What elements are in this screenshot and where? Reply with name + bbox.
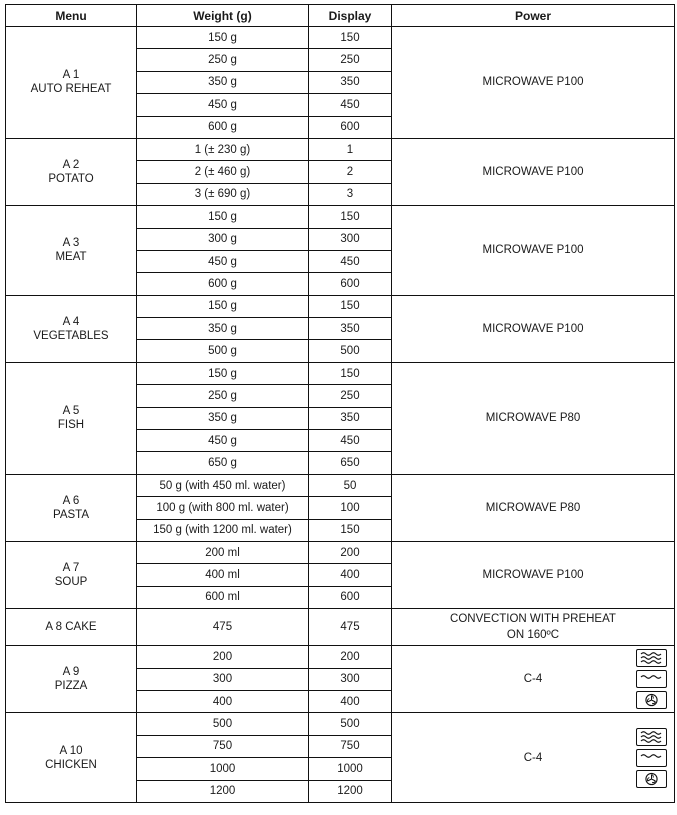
display-cell: 1000: [309, 758, 392, 780]
menu-cell: [6, 295, 137, 362]
program-name: PIZZA: [54, 680, 88, 693]
display-cell: 450: [309, 250, 392, 272]
weight-cell: 650 g: [137, 452, 309, 474]
weight-cell: 1000: [137, 758, 309, 780]
display-cell: 300: [309, 228, 392, 250]
menu-cell: [6, 206, 137, 296]
program-name: SOUP: [54, 576, 88, 589]
header-display: Display: [309, 5, 392, 27]
menu-cell: [6, 646, 137, 713]
weight-cell: 300: [137, 668, 309, 690]
menu-cell: [6, 713, 137, 803]
display-cell: 750: [309, 735, 392, 757]
display-cell: 350: [309, 71, 392, 93]
power-setting: MICROWAVE P100: [482, 76, 584, 89]
weight-cell: 150 g: [137, 27, 309, 49]
power-setting: C-4: [523, 673, 543, 686]
weight-cell: 500 g: [137, 340, 309, 362]
display-cell: 150: [309, 519, 392, 541]
weight-cell: 250 g: [137, 49, 309, 71]
top-heat-icon: [636, 749, 667, 767]
header-menu: Menu: [6, 5, 137, 27]
power-cell: [392, 295, 675, 362]
weight-cell: 150 g: [137, 206, 309, 228]
weight-cell: 150 g: [137, 295, 309, 317]
program-name: FISH: [57, 419, 85, 432]
table-row: [6, 362, 675, 384]
display-cell: 600: [309, 116, 392, 138]
power-cell: [392, 27, 675, 139]
power-cell: [392, 646, 675, 713]
power-cell: [392, 474, 675, 541]
program-code: A 9: [62, 666, 80, 679]
program-code: A 7: [62, 562, 80, 575]
power-setting: C-4: [523, 751, 543, 764]
weight-cell: 300 g: [137, 228, 309, 250]
menu-cell: [6, 362, 137, 474]
program-name: AUTO REHEAT: [30, 83, 112, 96]
display-cell: 200: [309, 646, 392, 668]
weight-cell: 200 ml: [137, 541, 309, 563]
display-cell: 1200: [309, 780, 392, 802]
weight-cell: 450 g: [137, 430, 309, 452]
program-code: A 1: [62, 69, 80, 82]
weight-cell: 3 (± 690 g): [137, 183, 309, 205]
program-name: CHICKEN: [45, 758, 97, 771]
display-cell: 450: [309, 430, 392, 452]
display-cell: 600: [309, 586, 392, 608]
table-row: [6, 206, 675, 228]
weight-cell: 1 (± 230 g): [137, 138, 309, 160]
power-cell: [392, 541, 675, 608]
cooking-mode-icons: [636, 649, 667, 709]
weight-cell: 250 g: [137, 385, 309, 407]
display-cell: 500: [309, 340, 392, 362]
table-row: [6, 541, 675, 563]
power-setting: MICROWAVE P80: [485, 412, 581, 425]
table-row: [6, 27, 675, 49]
menu-cell: [6, 138, 137, 205]
weight-cell: 450 g: [137, 250, 309, 272]
weight-cell: 150 g (with 1200 ml. water): [137, 519, 309, 541]
weight-cell: 2 (± 460 g): [137, 161, 309, 183]
convection-fan-icon: [636, 691, 667, 709]
display-cell: 400: [309, 690, 392, 712]
convection-fan-icon: [636, 770, 667, 788]
weight-cell: 350 g: [137, 318, 309, 340]
header-power: Power: [392, 5, 675, 27]
power-setting: MICROWAVE P80: [485, 501, 581, 514]
power-cell: [392, 362, 675, 474]
power-setting: MICROWAVE P100: [482, 322, 584, 335]
program-name: PASTA: [53, 508, 89, 521]
display-cell: 350: [309, 318, 392, 340]
program-name: POTATO: [48, 173, 94, 186]
display-cell: 100: [309, 497, 392, 519]
power-cell: [392, 609, 675, 646]
weight-cell: 100 g (with 800 ml. water): [137, 497, 309, 519]
display-cell: 250: [309, 385, 392, 407]
display-cell: 600: [309, 273, 392, 295]
table-row: [6, 646, 675, 668]
table-row: [6, 138, 675, 160]
display-cell: 50: [309, 474, 392, 496]
weight-cell: 500: [137, 713, 309, 735]
header-weight: Weight (g): [137, 5, 309, 27]
program-code: A 2: [62, 159, 80, 172]
menu-cell: [6, 474, 137, 541]
program-name: MEAT: [55, 251, 87, 264]
program-name: VEGETABLES: [33, 329, 109, 342]
weight-cell: 475: [137, 609, 309, 646]
menu-cell: [6, 27, 137, 139]
grill-waves-icon: [636, 728, 667, 746]
menu-cell: [6, 541, 137, 608]
display-cell: 3: [309, 183, 392, 205]
program-code: A 5: [62, 405, 80, 418]
table-row: [6, 713, 675, 735]
power-cell: [392, 713, 675, 803]
weight-cell: 400 ml: [137, 564, 309, 586]
display-cell: 300: [309, 668, 392, 690]
display-cell: 250: [309, 49, 392, 71]
display-cell: 500: [309, 713, 392, 735]
program-code: A 4: [62, 315, 80, 328]
program-code: A 10: [59, 744, 83, 757]
menu-cell: [6, 609, 137, 646]
auto-cook-programs-table: [5, 4, 675, 803]
display-cell: 450: [309, 94, 392, 116]
top-heat-icon: [636, 670, 667, 688]
weight-cell: 1200: [137, 780, 309, 802]
display-cell: 2: [309, 161, 392, 183]
table-row: [6, 295, 675, 317]
weight-cell: 450 g: [137, 94, 309, 116]
power-setting: MICROWAVE P100: [482, 569, 584, 582]
display-cell: 475: [309, 609, 392, 646]
table-row: [6, 609, 675, 646]
display-cell: 150: [309, 206, 392, 228]
display-cell: 150: [309, 362, 392, 384]
power-setting-line2: ON 160ºC: [506, 629, 560, 642]
weight-cell: 150 g: [137, 362, 309, 384]
weight-cell: 350 g: [137, 71, 309, 93]
power-cell: [392, 138, 675, 205]
weight-cell: 200: [137, 646, 309, 668]
power-setting: MICROWAVE P100: [482, 166, 584, 179]
program-code: A 6: [62, 494, 80, 507]
grill-waves-icon: [636, 649, 667, 667]
power-cell: [392, 206, 675, 296]
display-cell: 650: [309, 452, 392, 474]
display-cell: 150: [309, 27, 392, 49]
display-cell: 200: [309, 541, 392, 563]
cooking-mode-icons: [636, 728, 667, 788]
display-cell: 1: [309, 138, 392, 160]
weight-cell: 350 g: [137, 407, 309, 429]
weight-cell: 600 g: [137, 116, 309, 138]
weight-cell: 600 g: [137, 273, 309, 295]
table-row: [6, 474, 675, 496]
power-setting: CONVECTION WITH PREHEAT: [450, 613, 616, 626]
weight-cell: 750: [137, 735, 309, 757]
program-code: A 8 CAKE: [45, 621, 97, 634]
weight-cell: 50 g (with 450 ml. water): [137, 474, 309, 496]
display-cell: 150: [309, 295, 392, 317]
power-setting: MICROWAVE P100: [482, 244, 584, 257]
display-cell: 400: [309, 564, 392, 586]
display-cell: 350: [309, 407, 392, 429]
weight-cell: 600 ml: [137, 586, 309, 608]
weight-cell: 400: [137, 690, 309, 712]
header-row: [6, 5, 675, 27]
program-code: A 3: [62, 237, 80, 250]
